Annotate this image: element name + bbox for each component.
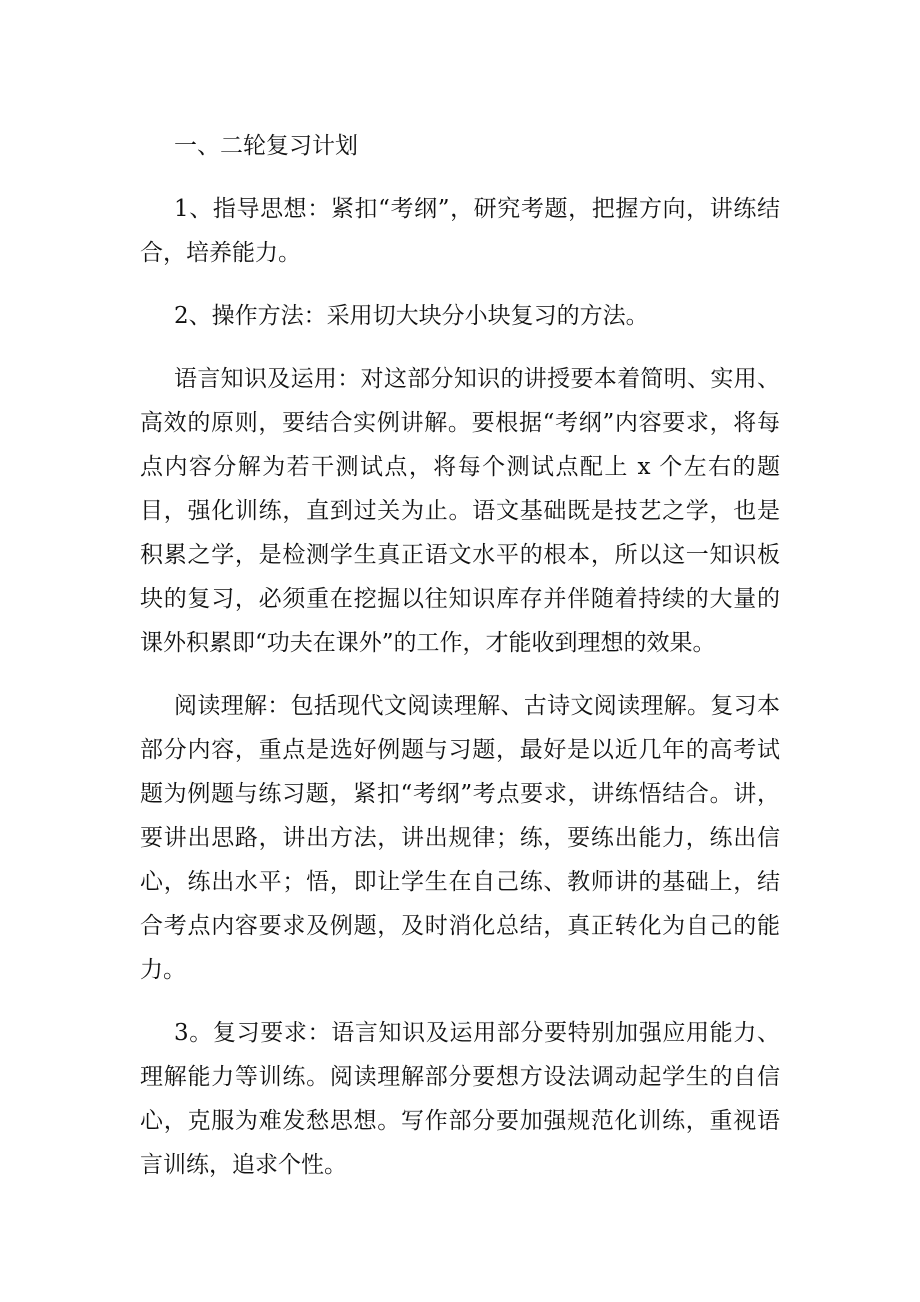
paragraph-reading-comprehension: 阅读理解：包括现代文阅读理解、古诗文阅读理解。复习本部分内容，重点是选好例题与习题，最好是以近几年的高考试题为例题与练习题，紧扣“考纲”考点要求，讲练悟结合。讲，要讲出思路，讲出方法，讲出规律；练，要练出能力，练出信心，练出水平；悟，即让学生在自己练、教师讲的基础上，结合考点内容要求及例题，及时消化总结，真正转化为自己的能力。 [140,693,780,983]
paragraph-review-requirements: 3。复习要求：语言知识及运用部分要特别加强应用能力、理解能力等训练。阅读理解部分要想方设法调动起学生的自信心，克服为难发愁思想。写作部分要加强规范化训练，重视语言训练，追求个性。 [140,1020,780,1178]
paragraph-guiding-idea: 1、指导思想：紧扣“考纲”，研究考题，把握方向，讲练结合，培养能力。 [140,196,780,266]
paragraph-language-knowledge: 语言知识及运用：对这部分知识的讲授要本着简明、实用、高效的原则，要结合实例讲解。要根据“考纲”内容要求，将每点内容分解为若干测试点，将每个测试点配上 x 个左右的题目，强化训练，直到过关为止。语文基础既是技艺之学，也是积累之学，是检测学生真正语文水平的根本，所以这一知识板块的复习，必须重在挖掘以往知识库存并伴随着持续的大量的课外积累即“功夫在课外”的工作，才能收到理想的效果。 [140,366,780,656]
paragraph-operation-method: 2、操作方法：采用切大块分小块复习的方法。 [174,303,649,329]
document-body [140,124,780,1206]
section-heading: 一、二轮复习计划 [174,133,358,159]
